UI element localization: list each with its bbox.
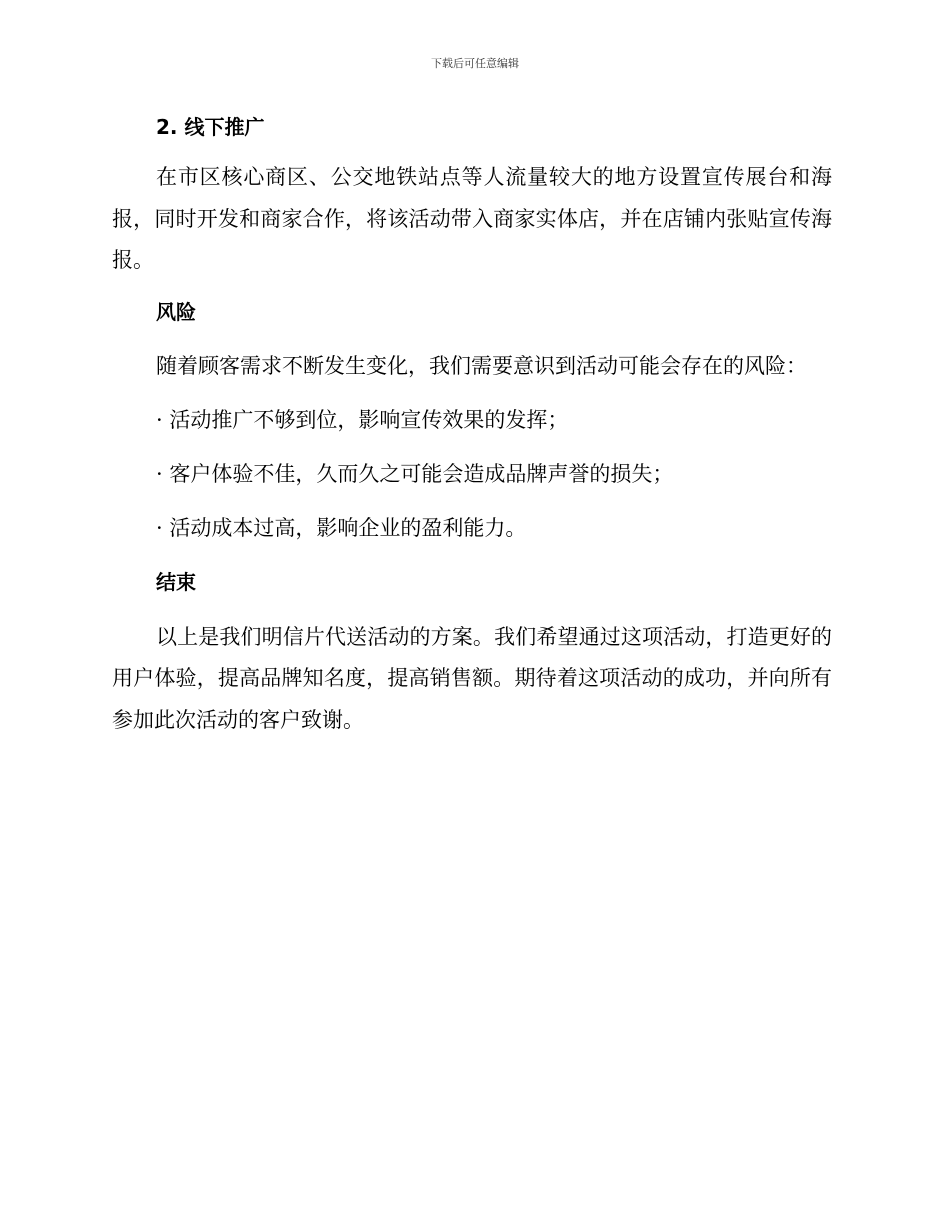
offline-promotion-paragraph: 在市区核心商区、公交地铁站点等人流量较大的地方设置宣传展台和海报，同时开发和商家合作，将该活动带入商家实体店，并在店铺内张贴宣传海报。: [112, 165, 832, 272]
document-body: [112, 108, 832, 741]
risk-bullet-1: · 活动推广不够到位，影响宣传效果的发挥；: [156, 407, 569, 432]
section-heading-offline-promotion: 2. 线下推广: [156, 115, 265, 139]
risk-bullet-3: · 活动成本过高，影响企业的盈利能力。: [156, 515, 527, 540]
ending-paragraph: 以上是我们明信片代送活动的方案。我们希望通过这项活动，打造更好的用户体验，提高品牌知名度，提高销售额。期待着这项活动的成功，并向所有参加此次活动的客户致谢。: [112, 624, 832, 732]
section-heading-ending: 结束: [156, 569, 196, 594]
risk-bullet-2: · 客户体验不佳，久而久之可能会造成品牌声誉的损失；: [156, 461, 674, 486]
risk-intro: 随着顾客需求不断发生变化，我们需要意识到活动可能会存在的风险：: [156, 353, 807, 378]
section-heading-risk: 风险: [156, 299, 196, 324]
header-note: 下载后可任意编辑: [431, 57, 519, 70]
